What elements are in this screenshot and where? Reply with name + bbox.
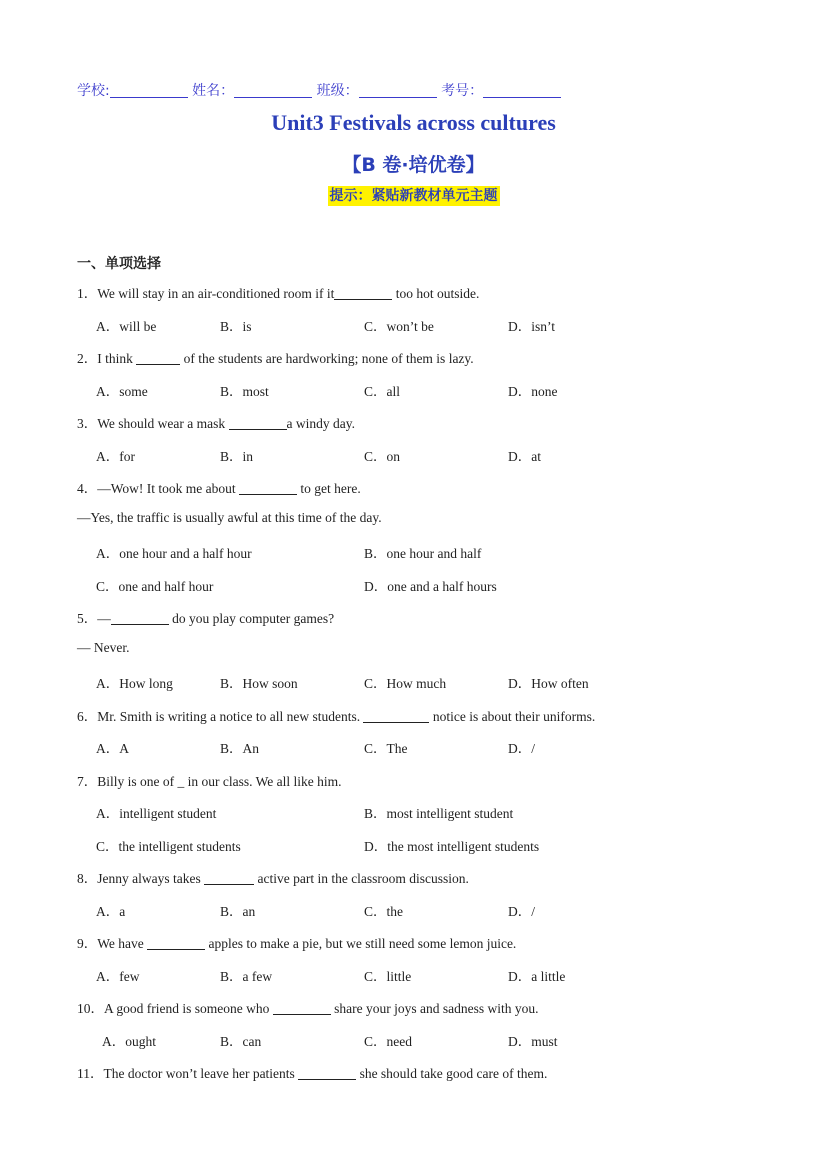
option-b[interactable]: B．is (220, 319, 252, 334)
answer-blank[interactable] (239, 482, 297, 495)
answer-blank[interactable] (298, 1067, 356, 1080)
question-10 (77, 997, 538, 1017)
question-3-text: 3．We should wear a mask (77, 416, 229, 431)
question-1-text-end: too hot outside. (392, 286, 480, 301)
option-c[interactable]: C．one and half hour (96, 579, 214, 594)
class-field[interactable] (359, 83, 437, 98)
option-a[interactable]: A．A (96, 741, 129, 756)
question-2-text: 2．I think (77, 351, 137, 366)
answer-blank[interactable] (147, 937, 205, 950)
answer-blank[interactable] (273, 1002, 331, 1015)
option-d[interactable]: D．isn’t (508, 319, 556, 334)
answer-blank[interactable] (111, 612, 169, 625)
section-title: 一、单项选择 (77, 256, 161, 272)
question-4-reply: —Yes, the traffic is usually awful at this time of the day. (77, 510, 382, 525)
option-d[interactable]: D．/ (508, 904, 535, 919)
option-c[interactable]: C．the intelligent students (96, 839, 241, 854)
tip-highlight: 提示：紧贴新教材单元主题 (329, 188, 498, 204)
option-b[interactable]: B．most (220, 384, 269, 399)
question-9-text-end: apples to make a pie, but we still need some lemon juice. (205, 936, 517, 951)
option-a[interactable]: A．How long (96, 676, 173, 691)
option-d[interactable]: D．none (508, 384, 558, 399)
question-7 (77, 770, 342, 790)
question-2 (77, 347, 474, 367)
question-11-text: 11．The doctor won’t leave her patients (77, 1066, 299, 1081)
answer-blank[interactable] (204, 872, 254, 885)
question-3 (77, 412, 355, 432)
student-info-line (77, 80, 561, 100)
answer-blank[interactable] (363, 710, 429, 723)
question-8-text: 8．Jenny always takes (77, 871, 205, 886)
name-field[interactable] (234, 83, 312, 98)
option-b[interactable]: B．in (220, 449, 254, 464)
question-9 (77, 932, 516, 952)
option-d[interactable]: D．How often (508, 676, 589, 691)
question-6-text-end: notice is about their uniforms. (429, 709, 596, 724)
question-2-text-end: of the students are hardworking; none of them is lazy. (180, 351, 474, 366)
exam-number-field[interactable] (483, 83, 561, 98)
option-a[interactable]: A．will be (96, 319, 157, 334)
answer-blank[interactable] (229, 417, 287, 430)
tip-container (0, 186, 827, 206)
question-4 (77, 477, 361, 497)
question-10-text: 10．A good friend is someone who (77, 1001, 273, 1016)
option-c[interactable]: C．The (364, 741, 408, 756)
question-8-text-end: active part in the classroom discussion. (254, 871, 469, 886)
option-c[interactable]: C．little (364, 969, 412, 984)
option-b[interactable]: B．a few (220, 969, 273, 984)
question-6-text: 6．Mr. Smith is writing a notice to all new students. (77, 709, 364, 724)
question-5-reply: — Never. (77, 640, 130, 655)
option-b[interactable]: B．can (220, 1034, 262, 1049)
option-c[interactable]: C．need (364, 1034, 412, 1049)
page-title: Unit3 Festivals across cultures (271, 110, 556, 135)
question-5 (77, 607, 334, 627)
option-d[interactable]: D．one and a half hours (364, 579, 497, 594)
class-label: 班级： (316, 83, 359, 99)
school-field[interactable] (110, 83, 188, 98)
question-3-text-end: a windy day. (286, 416, 355, 431)
option-a[interactable]: A．some (96, 384, 148, 399)
option-d[interactable]: D．/ (508, 741, 535, 756)
question-11-text-end: she should take good care of them. (356, 1066, 548, 1081)
option-a[interactable]: A．for (96, 449, 135, 464)
question-10-text-end: share your joys and sadness with you. (330, 1001, 539, 1016)
school-label: 学校: (77, 83, 110, 99)
option-d[interactable]: D．a little (508, 969, 566, 984)
question-9-text: 9．We have (77, 936, 148, 951)
option-d[interactable]: D．at (508, 449, 541, 464)
option-a[interactable]: A．a (96, 904, 126, 919)
option-d[interactable]: D．the most intelligent students (364, 839, 540, 854)
option-b[interactable]: B．An (220, 741, 260, 756)
question-1-text: 1．We will stay in an air-conditioned room if it (77, 286, 335, 301)
question-4-text: 4．—Wow! It took me about (77, 481, 240, 496)
question-1 (77, 282, 479, 302)
answer-blank[interactable] (334, 287, 392, 300)
option-a[interactable]: A．one hour and a half hour (96, 546, 252, 561)
option-b[interactable]: B．How soon (220, 676, 298, 691)
option-a[interactable]: A．few (96, 969, 140, 984)
name-label: 姓名： (192, 83, 235, 99)
question-7-text: 7．Billy is one of _ in our class. We all like him. (77, 774, 342, 789)
option-c[interactable]: C．How much (364, 676, 447, 691)
option-c[interactable]: C．the (364, 904, 403, 919)
option-c[interactable]: C．on (364, 449, 401, 464)
option-c[interactable]: C．all (364, 384, 400, 399)
question-5-text-end: do you play computer games? (168, 611, 335, 626)
option-c[interactable]: C．won’t be (364, 319, 434, 334)
question-11 (77, 1062, 547, 1082)
option-a[interactable]: A．ought (102, 1034, 156, 1049)
option-d[interactable]: D．must (508, 1034, 558, 1049)
question-4-text-end: to get here. (297, 481, 361, 496)
answer-blank[interactable] (136, 352, 180, 365)
option-b[interactable]: B．one hour and half (364, 546, 482, 561)
question-6 (77, 705, 595, 725)
question-8 (77, 867, 469, 887)
page-subtitle: 【B 卷·培优卷】 (342, 154, 485, 176)
option-a[interactable]: A．intelligent student (96, 806, 217, 821)
question-5-text: 5．— (77, 611, 111, 626)
option-b[interactable]: B．most intelligent student (364, 806, 514, 821)
option-b[interactable]: B．an (220, 904, 256, 919)
exam-number-label: 考号： (441, 83, 484, 99)
